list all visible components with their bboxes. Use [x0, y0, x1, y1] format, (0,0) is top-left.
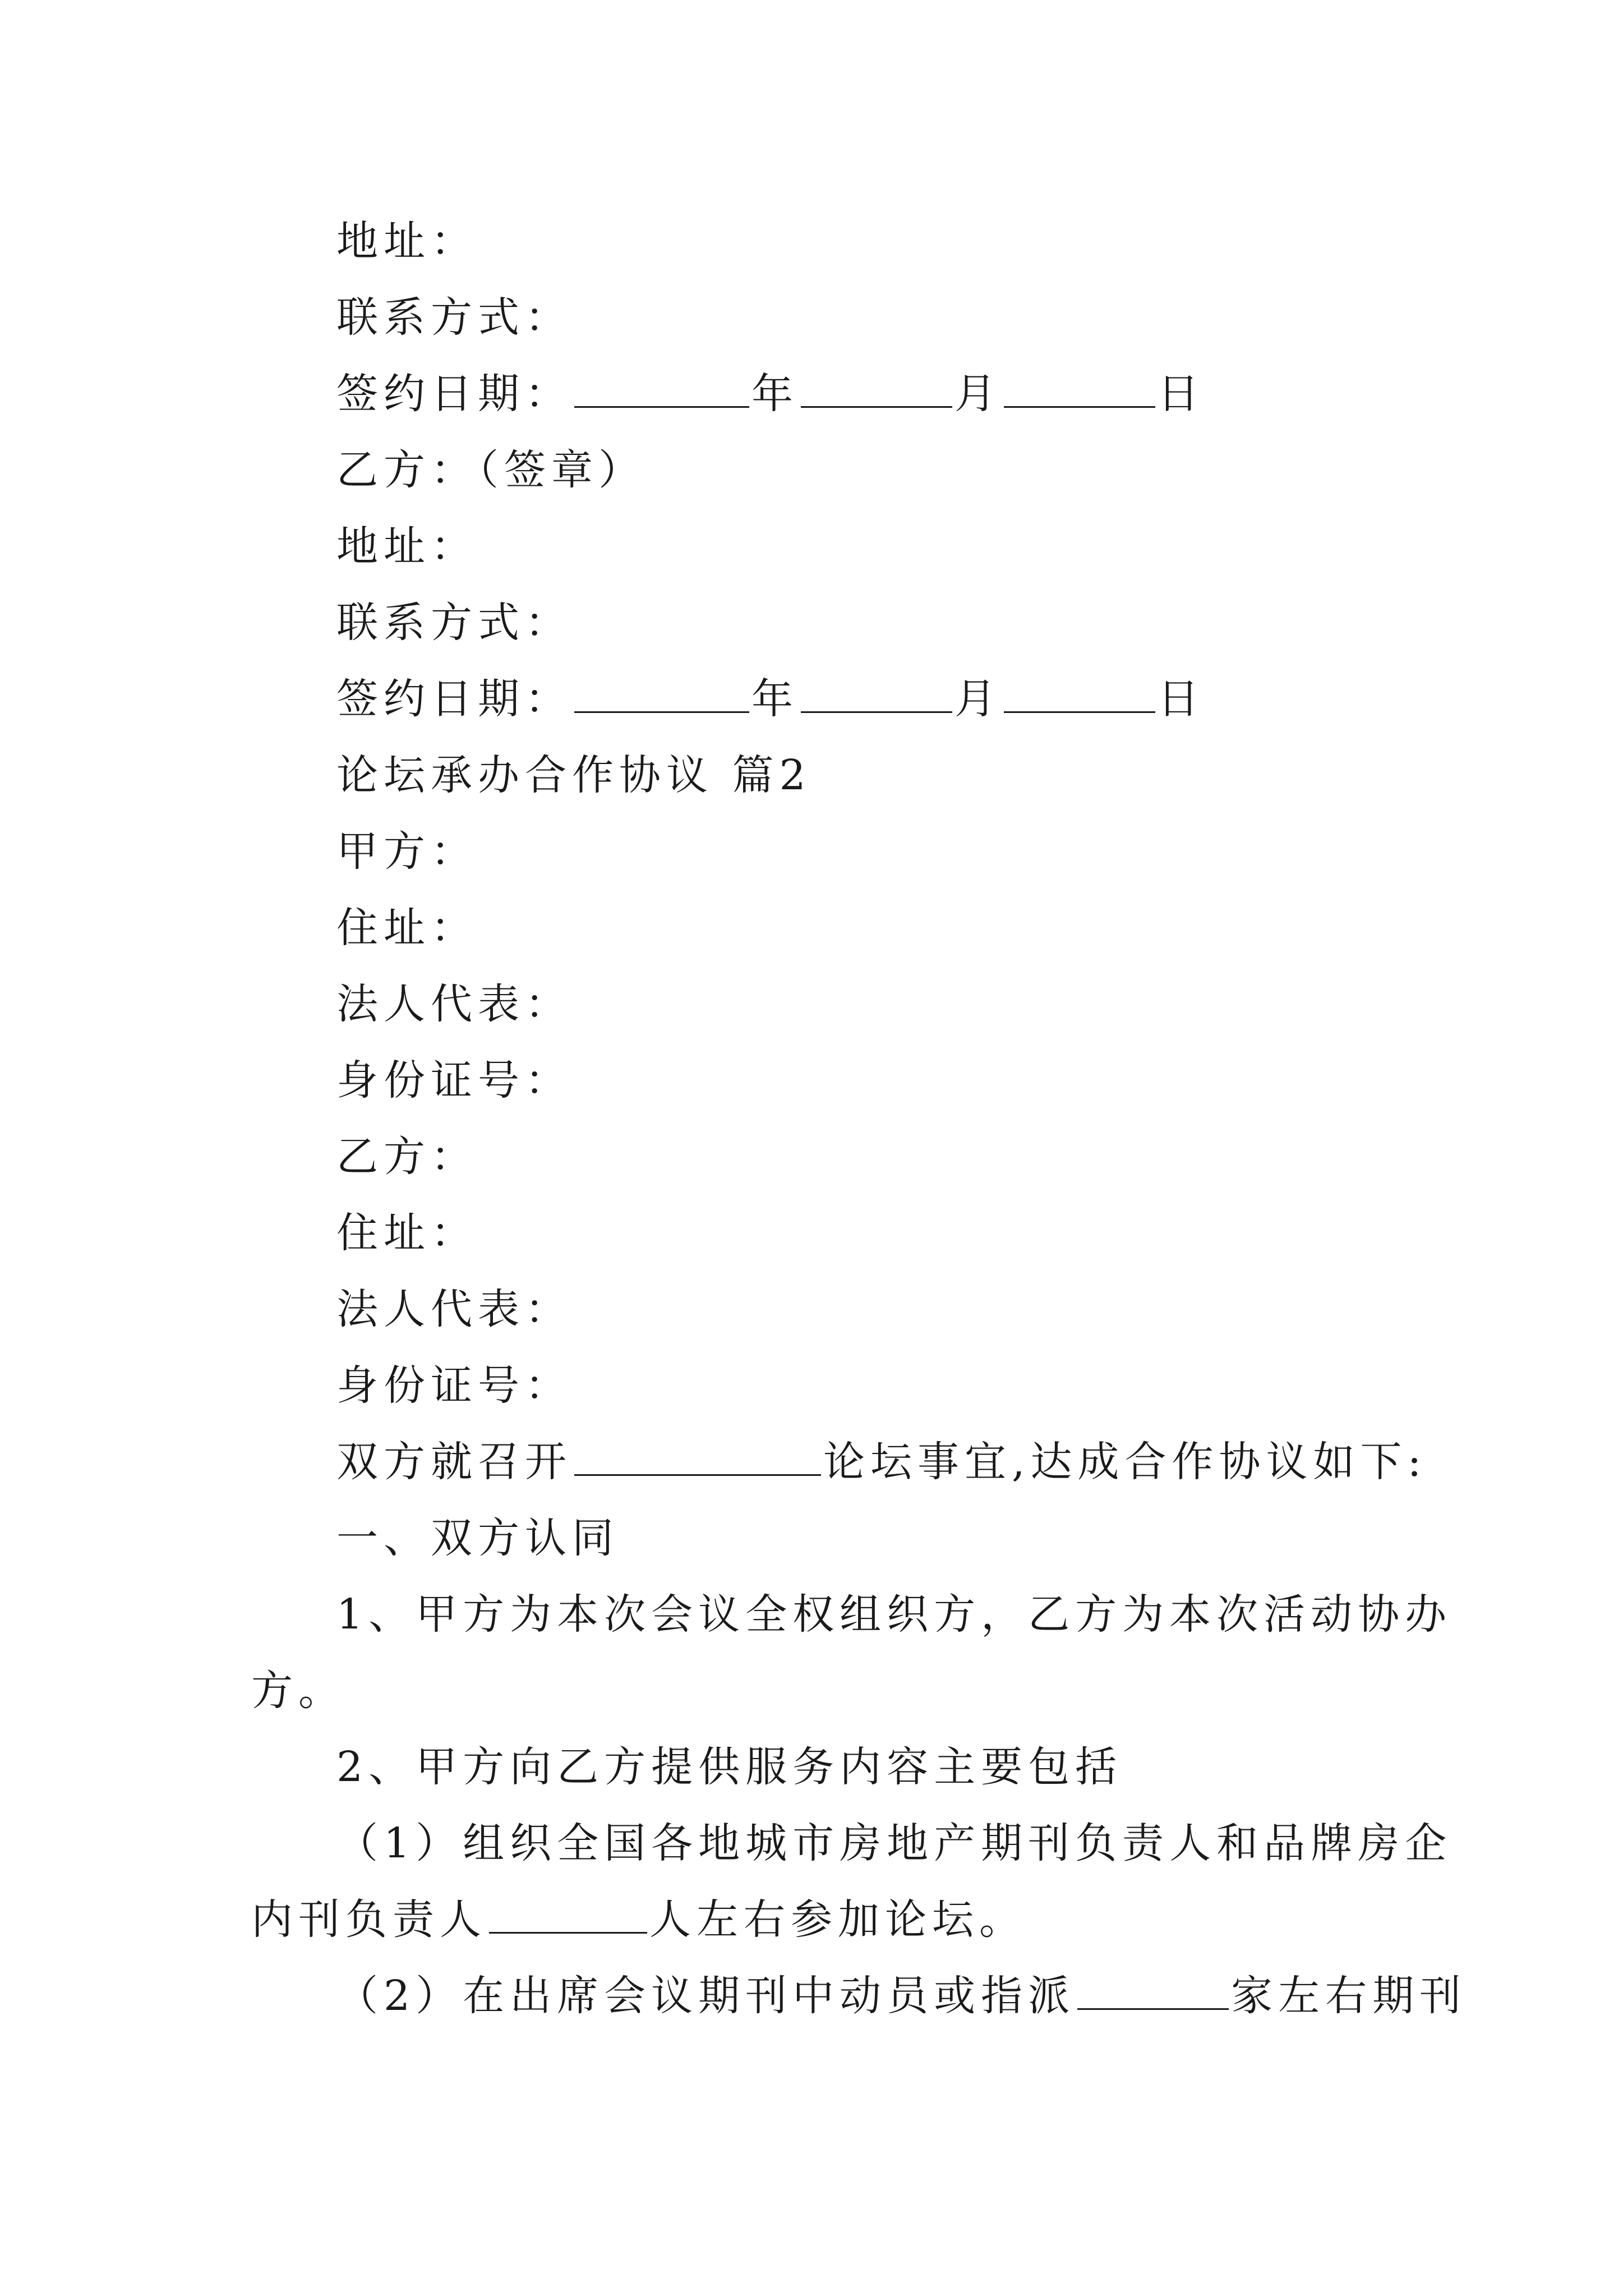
item-1-text-b: 人左右参加论坛。: [649, 1895, 1026, 1944]
residence-label: 住址：: [336, 904, 478, 952]
section-heading: [336, 747, 811, 803]
address-label: 地址：: [336, 522, 478, 570]
year-blank: [574, 672, 749, 713]
party-a-line: [336, 823, 478, 880]
contact-line-1: [336, 289, 572, 346]
item-1-line-1: [336, 1815, 1452, 1871]
clause-1-line-2: [251, 1663, 345, 1719]
residence-line-2: [336, 1205, 478, 1261]
clause-1-text-cont: 方。: [251, 1667, 345, 1715]
month-blank: [801, 672, 952, 713]
item-1-text-a: 内刊负责人: [251, 1895, 487, 1944]
contact-label: 联系方式：: [336, 293, 572, 342]
year-label: 年: [751, 370, 799, 418]
address-label: 地址：: [336, 217, 478, 265]
month-label: 月: [955, 675, 1002, 723]
clause-2-line: [336, 1739, 1122, 1795]
id-number-label: 身份证号：: [336, 1361, 572, 1410]
sign-date-line-2: [336, 671, 1205, 727]
journal-count-blank: [1077, 1969, 1229, 2010]
day-blank: [1004, 367, 1155, 408]
sign-date-label: 签约日期：: [336, 675, 572, 723]
party-b-line: [336, 1129, 478, 1185]
address-line-2: [336, 518, 478, 574]
agreement-title: 论坛承办合作协议 篇2: [336, 751, 811, 799]
sign-date-label: 签约日期：: [336, 370, 572, 418]
residence-label: 住址：: [336, 1209, 478, 1257]
item-2-text-b: 家左右期刊: [1231, 1972, 1467, 2020]
year-label: 年: [751, 675, 799, 723]
id-number-line-2: [336, 1358, 572, 1414]
party-b-signature-label: 乙方：（签章）: [336, 446, 645, 494]
item-1-line-2: [251, 1892, 1026, 1948]
clause-1-line-1: [336, 1586, 1453, 1642]
contact-line-2: [336, 595, 572, 651]
people-count-blank: [489, 1893, 647, 1934]
forum-name-blank: [574, 1435, 821, 1476]
clause-heading-1: [336, 1510, 619, 1566]
forum-intro-text-b: 论坛事宜,达成合作协议如下:: [823, 1438, 1427, 1486]
month-label: 月: [955, 370, 1002, 418]
legal-rep-label: 法人代表：: [336, 1285, 572, 1333]
residence-line-1: [336, 900, 478, 956]
item-1-text: （1）组织全国各地城市房地产期刊负责人和品牌房企: [336, 1819, 1453, 1867]
day-label: 日: [1158, 370, 1205, 418]
id-number-line-1: [336, 1052, 572, 1108]
day-label: 日: [1158, 675, 1205, 723]
item-2-line-1: [336, 1968, 1467, 2024]
clause-heading-text: 一、双方认同: [336, 1514, 619, 1562]
id-number-label: 身份证号：: [336, 1056, 572, 1105]
forum-intro-line: [336, 1434, 1427, 1490]
sign-date-line-1: [336, 366, 1205, 422]
party-b-signature-line: [336, 442, 645, 498]
legal-rep-label: 法人代表：: [336, 980, 572, 1028]
party-b-label: 乙方：: [336, 1133, 478, 1181]
clause-2-text: 2、甲方向乙方提供服务内容主要包括: [336, 1743, 1123, 1791]
item-2-text-a: （2）在出席会议期刊中动员或指派: [336, 1972, 1076, 2020]
legal-rep-line-1: [336, 976, 572, 1032]
clause-1-text: 1、甲方为本次会议全权组织方，乙方为本次活动协办: [336, 1590, 1453, 1639]
address-line-1: [336, 213, 478, 269]
forum-intro-text-a: 双方就召开: [336, 1438, 572, 1486]
contact-label: 联系方式：: [336, 599, 572, 647]
year-blank: [574, 367, 749, 408]
party-a-label: 甲方：: [336, 827, 478, 876]
legal-rep-line-2: [336, 1281, 572, 1337]
day-blank: [1004, 672, 1155, 713]
month-blank: [801, 367, 952, 408]
